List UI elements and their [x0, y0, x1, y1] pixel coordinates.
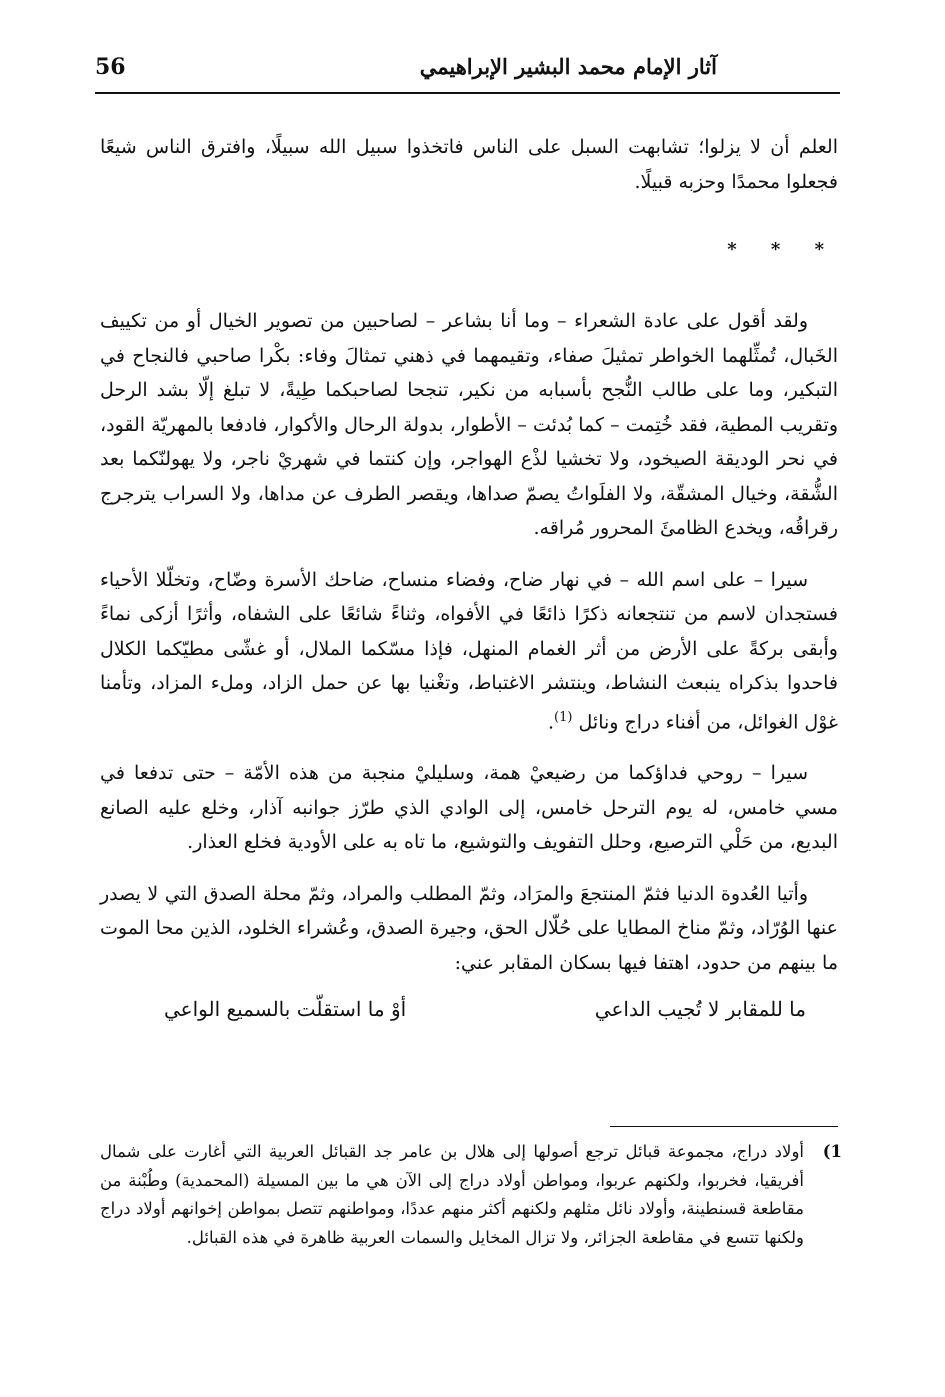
poem-verse — [100, 989, 838, 1039]
footnote-reference: (1) — [554, 709, 573, 725]
paragraph-3: سيرا – روحي فداؤكما من رضيعيْ همة، وسليليْ منجبة من هذه الأمّة – حتى تدفعا في مسي خامس، له يوم الترحل خامس، إلى الوادي الذي طرّز جوانبه آذار، وخلع عليه الصانع البديع، من حَلْي الترصيع، وحلل التفويف والتوشيع، ما تاه به على الأودية فخلع العذار. — [100, 762, 838, 854]
paragraph-2-text: سيرا – على اسم الله – في نهار ضاح، وفضاء منساح، ضاحك الأسرة وضّاح، وتخلّلا الأحياء فستجدان لاسم من تنتجعانه ذكرًا ذائعًا في الأفواه، وثناءً شائعًا على الشفاه، وأثرًا أزكى نماءً وأبقى بركةً على الأرض من أثر الغمام المنهل، فإذا مسّكما الملال، أو غشّى مطيّكما الكلال فاحدوا بذكراه ينبعث النشاط، وينتشر الاغتباط، وتغْنيا بها عن حمل الزاد، وملء المزاد، وتأمنا غوْل الغوائل، من أفناء دراج ونائل — [100, 568, 838, 733]
running-title: آثار الإمام محمد البشير الإبراهيمي — [419, 54, 717, 79]
verse-first-hemistich: ما للمقابر لا تُجيب الداعي — [594, 997, 806, 1022]
paragraph-1: ولقد أقول على عادة الشعراء – وما أنا بشاعر – لصاحبين من تصوير الخيال أو من تكييف الخَبال، تُمثِّلهما الخواطر تمثيلَ صفاء، وتقيمهما في ذهني تمثالَ وفاء: بكْرا صاحبي فالنجاح في التبكير، وما على طالب النُّجح بأسبابه من نكير، تنجحا لصاحبكما طِيةً، لا تبلغ إلّا بشد الرحل وتقريب المطية، فقد خُتِمت – كما بُدئت – الأطوار، بدولة الرحال والأكوار، فادفعا بالمهريّة القود، في نحر الوديقة الصيخود، ولا تخشيا لذْع الهواجر، وإن كنتما في شهريْ ناجر، ولا يهولنّكما بعد الشُّقة، وخيال المشقّة، ولا الفلَواتُ يصمّ صداها، ويقصر الطرف عن مداها، ولا السراب يترجرج رقراقُه، ويخدع الظامئَ المحرور مُراقه. — [100, 310, 838, 539]
page-body — [100, 130, 838, 1039]
page-number: 56 — [95, 54, 126, 80]
paragraph-2: سيرا – على اسم الله – في نهار ضاح، وفضاء منساح، ضاحك الأسرة وضّاح، وتخلّلا الأحياء فستجدان لاسم من تنتجعانه ذكرًا ذائعًا في الأفواه، وثناءً شائعًا على الشفاه، وأثرًا أزكى نماءً وأبقى بركةً على الأرض من أثر الغمام المنهل، فإذا مسّكما الملال، أو غشّى مطيّكما الكلال فاحدوا بذكراه ينبعث النشاط، وينتشر الاغتباط، وتغْنيا بها عن حمل الزاد، وملء المزاد، وتأمنا غوْل الغوائل، من أفناء دراج ونائل $^{(1)}$. — [100, 568, 838, 733]
section-separator: * * * — [727, 239, 838, 260]
footnote-rule — [610, 1126, 838, 1127]
footnote-text: أولاد دراج، مجموعة قبائل ترجع أصولها إلى هلال بن عامر جد القبائل العربية التي أغارت على شمال أفريقيا، فخربوا، ولكنهم عربوا، ومواطن أولاد دراج إلى الآن هي ما بين المسيلة (المحمدية) وطُبْنة من مقاطعة قسنطينة، وأولاد نائل مثلهم ولكنهم أكثر منهم عددًا، ومواطنهم تتصل بمواطن إخوانهم أولاد دراج ولكنها تتسع في مقاطعة الجزائر، ولا تزال المخايل والسمات العربية ظاهرة في هذه القبائل. — [100, 1142, 804, 1247]
opening-paragraph: العلم أن لا يزلوا؛ تشابهت السبل على الناس فاتخذوا سبيل الله سبيلًا، وافترق الناس شيعًا فجعلوا محمدًا وحزبه قبيلًا. — [100, 136, 838, 193]
verse-second-hemistich: أوْ ما استقلّت بالسميع الواعي — [164, 997, 407, 1022]
footnote-marker: 1) — [822, 1142, 842, 1161]
header-rule — [95, 92, 840, 94]
paragraph-4: وأتيا العُدوة الدنيا فثمّ المنتجعَ والمرَاد، وثمّ المطلب والمراد، وثمّ محلة الصدق التي لا يصدر عنها الوُرّاد، وثمّ مناخ المطايا على حُلّال الحق، وجيرة الصدق، وعُشراء الخلود، الذين محا الموت ما بينهم من حدود، اهتفا فيها بسكان المقابر عني: — [100, 882, 838, 974]
page-header — [95, 52, 835, 88]
footnote — [100, 1138, 842, 1252]
